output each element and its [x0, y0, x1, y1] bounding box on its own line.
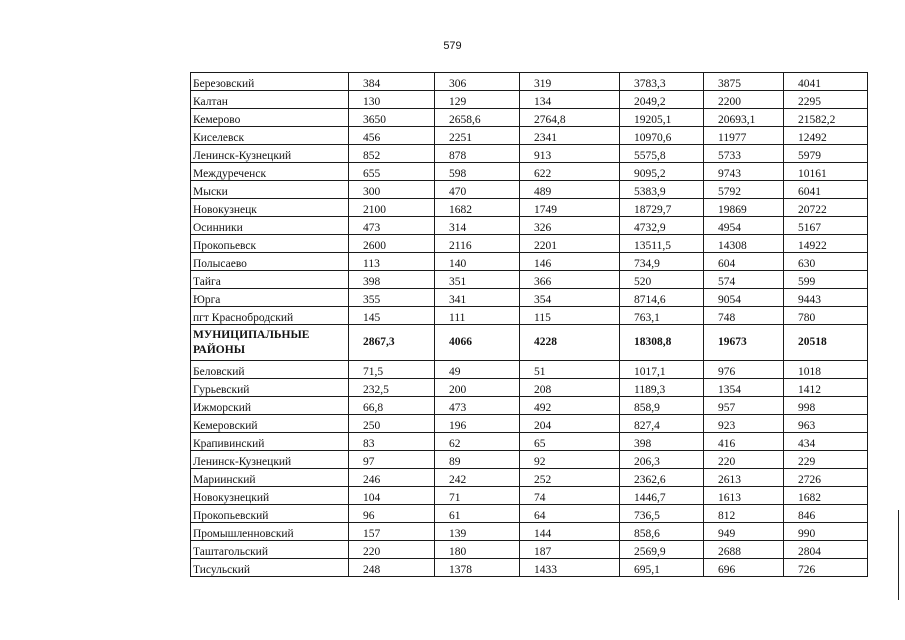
table-row [191, 541, 868, 559]
table-row [191, 487, 868, 505]
table-row [191, 145, 868, 163]
value-cell: 2201 [520, 235, 620, 253]
value-cell: 622 [520, 163, 620, 181]
value-cell: 1613 [704, 487, 784, 505]
table-row [191, 307, 868, 325]
value-cell: 65 [520, 433, 620, 451]
table-row [191, 109, 868, 127]
row-name-cell: Прокопьевск [191, 235, 349, 253]
value-cell: 187 [520, 541, 620, 559]
value-cell: 248 [349, 559, 435, 577]
value-cell: 83 [349, 433, 435, 451]
value-cell: 19673 [704, 325, 784, 361]
row-name-cell: пгт Краснобродский [191, 307, 349, 325]
value-cell: 734,9 [620, 253, 704, 271]
value-cell: 630 [784, 253, 868, 271]
table-group-row [191, 325, 868, 361]
row-name-cell: Междуреченск [191, 163, 349, 181]
value-cell: 242 [435, 469, 520, 487]
value-cell: 1446,7 [620, 487, 704, 505]
row-name-cell: Промышленновский [191, 523, 349, 541]
value-cell: 196 [435, 415, 520, 433]
row-name-cell: Полысаево [191, 253, 349, 271]
row-name-cell: Новокузнецкий [191, 487, 349, 505]
table-row [191, 289, 868, 307]
value-cell: 2600 [349, 235, 435, 253]
table-row [191, 91, 868, 109]
value-cell: 140 [435, 253, 520, 271]
value-cell: 20722 [784, 199, 868, 217]
value-cell: 473 [435, 397, 520, 415]
value-cell: 489 [520, 181, 620, 199]
row-name-cell: Новокузнецк [191, 199, 349, 217]
table-row [191, 253, 868, 271]
value-cell: 1018 [784, 361, 868, 379]
value-cell: 1017,1 [620, 361, 704, 379]
value-cell: 19869 [704, 199, 784, 217]
value-cell: 5167 [784, 217, 868, 235]
value-cell: 696 [704, 559, 784, 577]
value-cell: 14308 [704, 235, 784, 253]
value-cell: 18308,8 [620, 325, 704, 361]
value-cell: 96 [349, 505, 435, 523]
table-body [191, 73, 868, 577]
value-cell: 878 [435, 145, 520, 163]
value-cell: 71,5 [349, 361, 435, 379]
table-row [191, 451, 868, 469]
value-cell: 2613 [704, 469, 784, 487]
table-row [191, 469, 868, 487]
value-cell: 351 [435, 271, 520, 289]
value-cell: 10161 [784, 163, 868, 181]
table-row [191, 505, 868, 523]
value-cell: 130 [349, 91, 435, 109]
table-row [191, 415, 868, 433]
value-cell: 695,1 [620, 559, 704, 577]
value-cell: 92 [520, 451, 620, 469]
value-cell: 2116 [435, 235, 520, 253]
value-cell: 314 [435, 217, 520, 235]
row-name-cell: Прокопьевский [191, 505, 349, 523]
row-name-cell: Тайга [191, 271, 349, 289]
value-cell: 456 [349, 127, 435, 145]
value-cell: 976 [704, 361, 784, 379]
value-cell: 20693,1 [704, 109, 784, 127]
row-name-cell: Крапивинский [191, 433, 349, 451]
value-cell: 2658,6 [435, 109, 520, 127]
value-cell: 113 [349, 253, 435, 271]
value-cell: 64 [520, 505, 620, 523]
value-cell: 2295 [784, 91, 868, 109]
value-cell: 2726 [784, 469, 868, 487]
value-cell: 852 [349, 145, 435, 163]
value-cell: 574 [704, 271, 784, 289]
value-cell: 146 [520, 253, 620, 271]
row-name-cell: Мариинский [191, 469, 349, 487]
value-cell: 1354 [704, 379, 784, 397]
table-row [191, 217, 868, 235]
value-cell: 9443 [784, 289, 868, 307]
value-cell: 326 [520, 217, 620, 235]
value-cell: 341 [435, 289, 520, 307]
row-name-cell: Юрга [191, 289, 349, 307]
value-cell: 949 [704, 523, 784, 541]
value-cell: 4954 [704, 217, 784, 235]
value-cell: 300 [349, 181, 435, 199]
row-name-cell: Гурьевский [191, 379, 349, 397]
value-cell: 4066 [435, 325, 520, 361]
row-name-cell: Ленинск-Кузнецкий [191, 145, 349, 163]
value-cell: 20518 [784, 325, 868, 361]
table-row [191, 199, 868, 217]
value-cell: 780 [784, 307, 868, 325]
value-cell: 5733 [704, 145, 784, 163]
row-name-cell: Калтан [191, 91, 349, 109]
value-cell: 990 [784, 523, 868, 541]
value-cell: 180 [435, 541, 520, 559]
value-cell: 1378 [435, 559, 520, 577]
table-row [191, 523, 868, 541]
value-cell: 208 [520, 379, 620, 397]
row-name-cell: Мыски [191, 181, 349, 199]
value-cell: 139 [435, 523, 520, 541]
value-cell: 61 [435, 505, 520, 523]
value-cell: 858,9 [620, 397, 704, 415]
value-cell: 355 [349, 289, 435, 307]
table-row [191, 181, 868, 199]
value-cell: 229 [784, 451, 868, 469]
row-name-cell: Кемерово [191, 109, 349, 127]
value-cell: 398 [349, 271, 435, 289]
value-cell: 763,1 [620, 307, 704, 325]
value-cell: 3650 [349, 109, 435, 127]
value-cell: 4041 [784, 73, 868, 91]
value-cell: 846 [784, 505, 868, 523]
value-cell: 21582,2 [784, 109, 868, 127]
value-cell: 2569,9 [620, 541, 704, 559]
value-cell: 5575,8 [620, 145, 704, 163]
value-cell: 599 [784, 271, 868, 289]
value-cell: 51 [520, 361, 620, 379]
value-cell: 726 [784, 559, 868, 577]
row-name-cell: Березовский [191, 73, 349, 91]
value-cell: 2341 [520, 127, 620, 145]
value-cell: 1433 [520, 559, 620, 577]
value-cell: 2867,3 [349, 325, 435, 361]
row-name-cell: Таштагольский [191, 541, 349, 559]
value-cell: 89 [435, 451, 520, 469]
value-cell: 520 [620, 271, 704, 289]
value-cell: 354 [520, 289, 620, 307]
table-row [191, 397, 868, 415]
value-cell: 1682 [784, 487, 868, 505]
value-cell: 604 [704, 253, 784, 271]
row-name-cell: Ленинск-Кузнецкий [191, 451, 349, 469]
row-name-cell: Беловский [191, 361, 349, 379]
value-cell: 246 [349, 469, 435, 487]
value-cell: 97 [349, 451, 435, 469]
value-cell: 366 [520, 271, 620, 289]
value-cell: 858,6 [620, 523, 704, 541]
value-cell: 470 [435, 181, 520, 199]
value-cell: 104 [349, 487, 435, 505]
value-cell: 157 [349, 523, 435, 541]
value-cell: 492 [520, 397, 620, 415]
value-cell: 923 [704, 415, 784, 433]
value-cell: 957 [704, 397, 784, 415]
value-cell: 8714,6 [620, 289, 704, 307]
value-cell: 66,8 [349, 397, 435, 415]
value-cell: 206,3 [620, 451, 704, 469]
row-name-cell: Тисульский [191, 559, 349, 577]
table-row [191, 73, 868, 91]
value-cell: 2764,8 [520, 109, 620, 127]
value-cell: 145 [349, 307, 435, 325]
value-cell: 736,5 [620, 505, 704, 523]
page-edge-line [898, 510, 899, 600]
value-cell: 200 [435, 379, 520, 397]
value-cell: 9743 [704, 163, 784, 181]
value-cell: 5979 [784, 145, 868, 163]
value-cell: 3783,3 [620, 73, 704, 91]
value-cell: 4732,9 [620, 217, 704, 235]
value-cell: 827,4 [620, 415, 704, 433]
value-cell: 18729,7 [620, 199, 704, 217]
value-cell: 4228 [520, 325, 620, 361]
value-cell: 913 [520, 145, 620, 163]
table-row [191, 433, 868, 451]
row-name-cell: Ижморский [191, 397, 349, 415]
value-cell: 111 [435, 307, 520, 325]
value-cell: 398 [620, 433, 704, 451]
value-cell: 2100 [349, 199, 435, 217]
value-cell: 232,5 [349, 379, 435, 397]
value-cell: 2362,6 [620, 469, 704, 487]
value-cell: 473 [349, 217, 435, 235]
value-cell: 115 [520, 307, 620, 325]
value-cell: 19205,1 [620, 109, 704, 127]
value-cell: 12492 [784, 127, 868, 145]
value-cell: 6041 [784, 181, 868, 199]
value-cell: 134 [520, 91, 620, 109]
value-cell: 74 [520, 487, 620, 505]
value-cell: 598 [435, 163, 520, 181]
value-cell: 14922 [784, 235, 868, 253]
table-row [191, 127, 868, 145]
value-cell: 748 [704, 307, 784, 325]
value-cell: 1412 [784, 379, 868, 397]
value-cell: 434 [784, 433, 868, 451]
value-cell: 129 [435, 91, 520, 109]
value-cell: 220 [704, 451, 784, 469]
value-cell: 2200 [704, 91, 784, 109]
value-cell: 2049,2 [620, 91, 704, 109]
value-cell: 252 [520, 469, 620, 487]
value-cell: 13511,5 [620, 235, 704, 253]
value-cell: 204 [520, 415, 620, 433]
value-cell: 49 [435, 361, 520, 379]
row-name-cell: Осинники [191, 217, 349, 235]
row-name-cell: Кемеровский [191, 415, 349, 433]
value-cell: 9095,2 [620, 163, 704, 181]
row-name-cell: Киселевск [191, 127, 349, 145]
table-row [191, 163, 868, 181]
value-cell: 220 [349, 541, 435, 559]
table-row [191, 559, 868, 577]
value-cell: 306 [435, 73, 520, 91]
value-cell: 812 [704, 505, 784, 523]
table-row [191, 361, 868, 379]
value-cell: 1189,3 [620, 379, 704, 397]
value-cell: 655 [349, 163, 435, 181]
value-cell: 1682 [435, 199, 520, 217]
value-cell: 1749 [520, 199, 620, 217]
value-cell: 10970,6 [620, 127, 704, 145]
value-cell: 11977 [704, 127, 784, 145]
value-cell: 416 [704, 433, 784, 451]
value-cell: 384 [349, 73, 435, 91]
value-cell: 998 [784, 397, 868, 415]
value-cell: 2251 [435, 127, 520, 145]
value-cell: 963 [784, 415, 868, 433]
table-row [191, 271, 868, 289]
data-table [190, 72, 868, 577]
value-cell: 3875 [704, 73, 784, 91]
page-number: 579 [443, 40, 462, 52]
value-cell: 71 [435, 487, 520, 505]
row-name-cell: МУНИЦИПАЛЬНЫЕ РАЙОНЫ [191, 325, 349, 361]
value-cell: 9054 [704, 289, 784, 307]
value-cell: 144 [520, 523, 620, 541]
value-cell: 250 [349, 415, 435, 433]
value-cell: 319 [520, 73, 620, 91]
table-row [191, 379, 868, 397]
value-cell: 5792 [704, 181, 784, 199]
value-cell: 62 [435, 433, 520, 451]
value-cell: 2688 [704, 541, 784, 559]
value-cell: 2804 [784, 541, 868, 559]
table-row [191, 235, 868, 253]
value-cell: 5383,9 [620, 181, 704, 199]
